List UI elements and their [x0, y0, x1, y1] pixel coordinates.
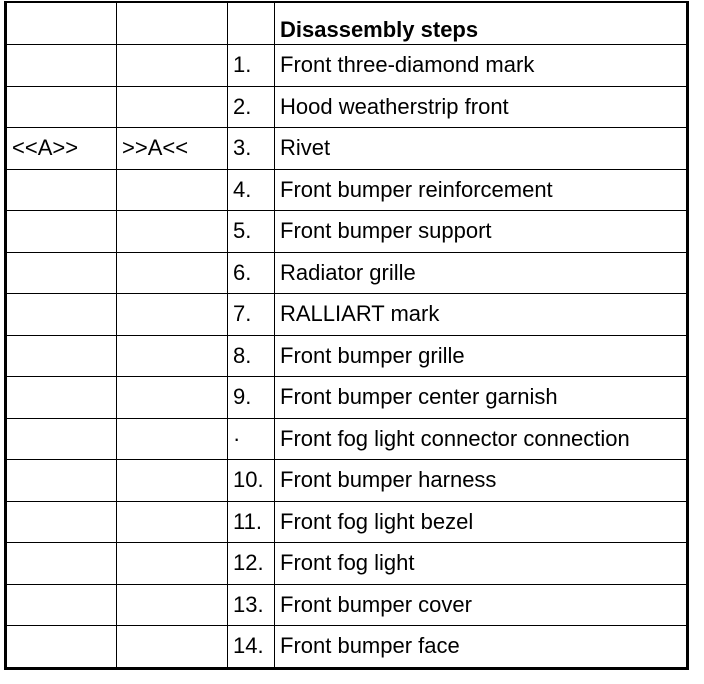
- cell-step-number: 12.: [228, 543, 275, 585]
- table-row: [6, 418, 688, 460]
- cell-mark-left: [6, 543, 117, 585]
- table-row: [6, 501, 688, 543]
- cell-step-number: 8.: [228, 335, 275, 377]
- table-row: [6, 211, 688, 253]
- table-row: [6, 169, 688, 211]
- cell-step-description: Front bumper face: [275, 626, 688, 669]
- table-row: [6, 86, 688, 128]
- cell-step-number: 9.: [228, 377, 275, 419]
- cell-step-description: Rivet: [275, 128, 688, 170]
- cell-mark-right: [117, 626, 228, 669]
- cell-mark-left: [6, 86, 117, 128]
- header-cell-mark-right: [117, 2, 228, 45]
- cell-mark-left: [6, 418, 117, 460]
- cell-step-description: Front fog light connector connection: [275, 418, 688, 460]
- table-row: [6, 543, 688, 585]
- cell-step-description: Front bumper support: [275, 211, 688, 253]
- cell-mark-right: [117, 294, 228, 336]
- cell-step-number: 7.: [228, 294, 275, 336]
- cell-mark-left: [6, 294, 117, 336]
- table-row: [6, 626, 688, 669]
- cell-mark-right: >>A<<: [117, 128, 228, 170]
- cell-mark-right: [117, 543, 228, 585]
- cell-mark-left: [6, 169, 117, 211]
- table-row: [6, 252, 688, 294]
- cell-mark-right: [117, 169, 228, 211]
- table-row: [6, 460, 688, 502]
- cell-mark-right: [117, 418, 228, 460]
- header-cell-number: [228, 2, 275, 45]
- cell-step-description: Front fog light: [275, 543, 688, 585]
- cell-step-description: Hood weatherstrip front: [275, 86, 688, 128]
- cell-mark-right: [117, 501, 228, 543]
- cell-step-description: RALLIART mark: [275, 294, 688, 336]
- table-header-row: [6, 2, 688, 45]
- cell-step-description: Front three-diamond mark: [275, 45, 688, 87]
- cell-mark-right: [117, 252, 228, 294]
- cell-mark-right: [117, 86, 228, 128]
- cell-step-number: 6.: [228, 252, 275, 294]
- cell-step-description: Front bumper grille: [275, 335, 688, 377]
- cell-step-description: Front bumper reinforcement: [275, 169, 688, 211]
- cell-step-description: Radiator grille: [275, 252, 688, 294]
- cell-step-description: Front bumper center garnish: [275, 377, 688, 419]
- table-row: [6, 377, 688, 419]
- cell-mark-left: [6, 501, 117, 543]
- cell-step-number: 10.: [228, 460, 275, 502]
- cell-mark-right: [117, 45, 228, 87]
- table-row: [6, 45, 688, 87]
- table-row: [6, 294, 688, 336]
- cell-mark-left: [6, 211, 117, 253]
- cell-step-number: 4.: [228, 169, 275, 211]
- cell-mark-right: [117, 584, 228, 626]
- table-row: [6, 128, 688, 170]
- cell-step-number: 14.: [228, 626, 275, 669]
- header-cell-disassembly-steps: Disassembly steps: [275, 2, 688, 45]
- cell-mark-left: [6, 377, 117, 419]
- cell-mark-right: [117, 377, 228, 419]
- cell-mark-left: [6, 460, 117, 502]
- cell-mark-left: [6, 335, 117, 377]
- cell-mark-right: [117, 211, 228, 253]
- cell-step-description: Front bumper harness: [275, 460, 688, 502]
- cell-step-number: 5.: [228, 211, 275, 253]
- cell-mark-right: [117, 335, 228, 377]
- cell-step-number: 13.: [228, 584, 275, 626]
- cell-step-number: 11.: [228, 501, 275, 543]
- cell-step-number: 3.: [228, 128, 275, 170]
- cell-mark-left: [6, 45, 117, 87]
- cell-step-number: 1.: [228, 45, 275, 87]
- cell-step-number: 2.: [228, 86, 275, 128]
- cell-mark-left: [6, 252, 117, 294]
- cell-mark-left: [6, 584, 117, 626]
- cell-step-description: Front bumper cover: [275, 584, 688, 626]
- header-cell-mark-left: [6, 2, 117, 45]
- disassembly-table-container: [4, 1, 689, 670]
- disassembly-steps-table: [4, 1, 689, 670]
- table-row: [6, 584, 688, 626]
- cell-mark-left: [6, 626, 117, 669]
- cell-step-description: Front fog light bezel: [275, 501, 688, 543]
- table-row: [6, 335, 688, 377]
- cell-mark-left: <<A>>: [6, 128, 117, 170]
- cell-mark-right: [117, 460, 228, 502]
- cell-step-number: ·: [228, 418, 275, 460]
